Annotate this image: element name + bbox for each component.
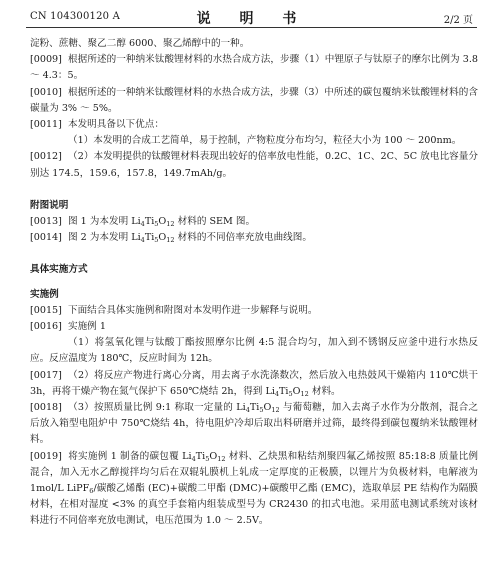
para-text: O [292,385,301,397]
para-text: /碳酸乙烯酯 (EC)+碳酸二甲酯 (DMC)+碳酸甲乙酯 (EMC)，选取单层 PE 结构作为隔膜材料，在相对湿度 <3% 的真空手套箱内组装成型号为 CR2430 的扣式电池。采用蓝电测试系统对该材料进行不同倍率充放电测试，电压范围为 1.0 ～ 2.5V。 [30,483,479,527]
subscript: 5 [154,236,159,245]
para-text: 材料。 [308,385,341,397]
para-text: 与葡萄糖，加入去离子水作为分散剂，混合之后放入箱型电阻炉中 750℃烧结 4h，待电阻炉冷却后取出料研磨并过筛，最终得到碳包覆纳米钛酸锂材料。 [30,402,478,446]
subscript: 5 [259,406,264,415]
para-text: 实施例 1 [68,321,106,333]
paragraph-0016 [30,319,478,335]
paragraph-0010 [30,85,478,117]
para-text: Ti [144,232,155,244]
para-text: O [158,232,167,244]
para-number: [0019] [30,450,62,462]
subscript: 12 [217,454,226,463]
continued-line: 淀粉、蔗糖、聚乙二醇 6000、聚乙烯醇中的一种。 [30,38,250,49]
paragraph-0012 [30,149,478,181]
paragraph-0011 [30,117,478,133]
para-text: 材料、乙炔黑和粘结剂聚四氟乙烯按照 85:18:8 质量比例混合，加入无水乙醇搅拌均匀后在双辊轧膜机上轧成一定厚度的正极膜，以锂片为负极材料，电解液为 1mol/L LiPF [30,450,478,495]
doc-number: CN 104300120 A [30,11,121,22]
para-number: [0009] [30,54,62,66]
para-number: [0013] [30,216,62,228]
para-text: 材料的 SEM 图。 [174,216,256,228]
para-text: O [158,216,167,228]
doc-title: 说 明 书 [196,11,309,27]
para-text: 根据所述的一种纳米钛酸锂材料的水热合成方法，步骤（3）中所述的碳包覆纳米钛酸锂材料的含碳量为 3% ～ 5%。 [30,86,478,114]
page-number: 2/2 页 [443,15,473,26]
subscript: 12 [300,389,309,398]
para-number: [0011] [30,119,62,131]
para-text: Ti [195,450,206,462]
subscript: 4 [191,454,196,463]
para-number: [0012] [30,151,62,163]
para-number: [0015] [30,304,62,316]
subscript: 12 [166,220,175,229]
page-header [0,0,493,30]
subscript: 4 [140,220,145,229]
para-text: 本发明具备以下优点： [68,119,164,131]
para-number: [0014] [30,232,62,244]
para-number: [0010] [30,86,62,98]
para-text: 图 2 为本发明 Li [68,232,141,244]
para-text: （2）本发明提供的钛酸锂材料表现出较好的倍率放电性能，0.2C、1C、2C、5C 放电比容量分别达 174.5，159.6，157.8，149.7mAh/g。 [30,151,478,179]
paragraph-0013 [30,214,478,230]
subscript: 5 [154,220,159,229]
para-number: [0016] [30,321,62,333]
subscript: 4 [140,236,145,245]
paragraph-0017 [30,368,478,400]
document-body [30,36,478,530]
spacer [30,182,478,198]
para-text: O [263,402,272,414]
subscript: 12 [271,406,280,415]
para-text: 根据所述的一种纳米钛酸锂材料的水热合成方法，步骤（1）中锂原子与钛原子的摩尔比例为 3.8 ～ 4.3：5。 [30,54,478,82]
section-heading-embodiments: 具体实施方式 [30,264,88,276]
header-rule [26,27,477,28]
paragraph-0019 [30,449,478,530]
para-text: 下面结合具体实施例和附图对本发明作进一步解释与说明。 [68,304,318,316]
paragraph-0009 [30,52,478,84]
subscript: 12 [166,236,175,245]
para-text: 图 1 为本发明 Li [68,216,141,228]
para-number: [0018] [30,402,62,414]
paragraph-0018 [30,400,478,449]
para-text: （2）将反应产物进行离心分离，用去离子水洗涤数次，然后放入电热鼓风干燥箱内 110℃烘干 3h，再将干燥产物在氮气保护下 650℃烧结 2h，得到 Li [30,369,478,397]
subscript: 5 [205,454,210,463]
section-heading-figures: 附图说明 [30,199,69,211]
paragraph-0015 [30,303,478,319]
para-text: Ti [279,385,289,397]
step-item-1: （1）将氢氧化锂与钛酸丁酯按照摩尔比例 4:5 混合均匀，加入到不锈钢反应釜中进行水热反应。反应温度为 180℃，反应时间为 12h。 [30,337,478,365]
subscript: 6 [89,487,94,496]
para-text: 材料的不同倍率充放电曲线图。 [174,232,312,244]
para-text: Ti [144,216,155,228]
subscript: 5 [288,389,293,398]
advantage-item-1: （1）本发明的合成工艺简单，易于控制，产物粒度分布均匀，粒径大小为 100 ～ 200nm。 [68,135,462,147]
para-text: （3）按照质量比例 9:1 称取一定量的 Li [68,402,246,414]
section-heading-examples: 实施例 [30,288,59,300]
spacer [30,246,478,262]
para-text: O [209,450,218,462]
spacer [30,279,478,287]
subscript: 4 [274,389,280,398]
para-text: 将实施例 1 制备的碳包覆 Li [68,450,192,462]
para-number: [0017] [30,369,62,381]
subscript: 4 [245,406,250,415]
para-text: Ti [249,402,260,414]
paragraph-0014 [30,230,478,246]
